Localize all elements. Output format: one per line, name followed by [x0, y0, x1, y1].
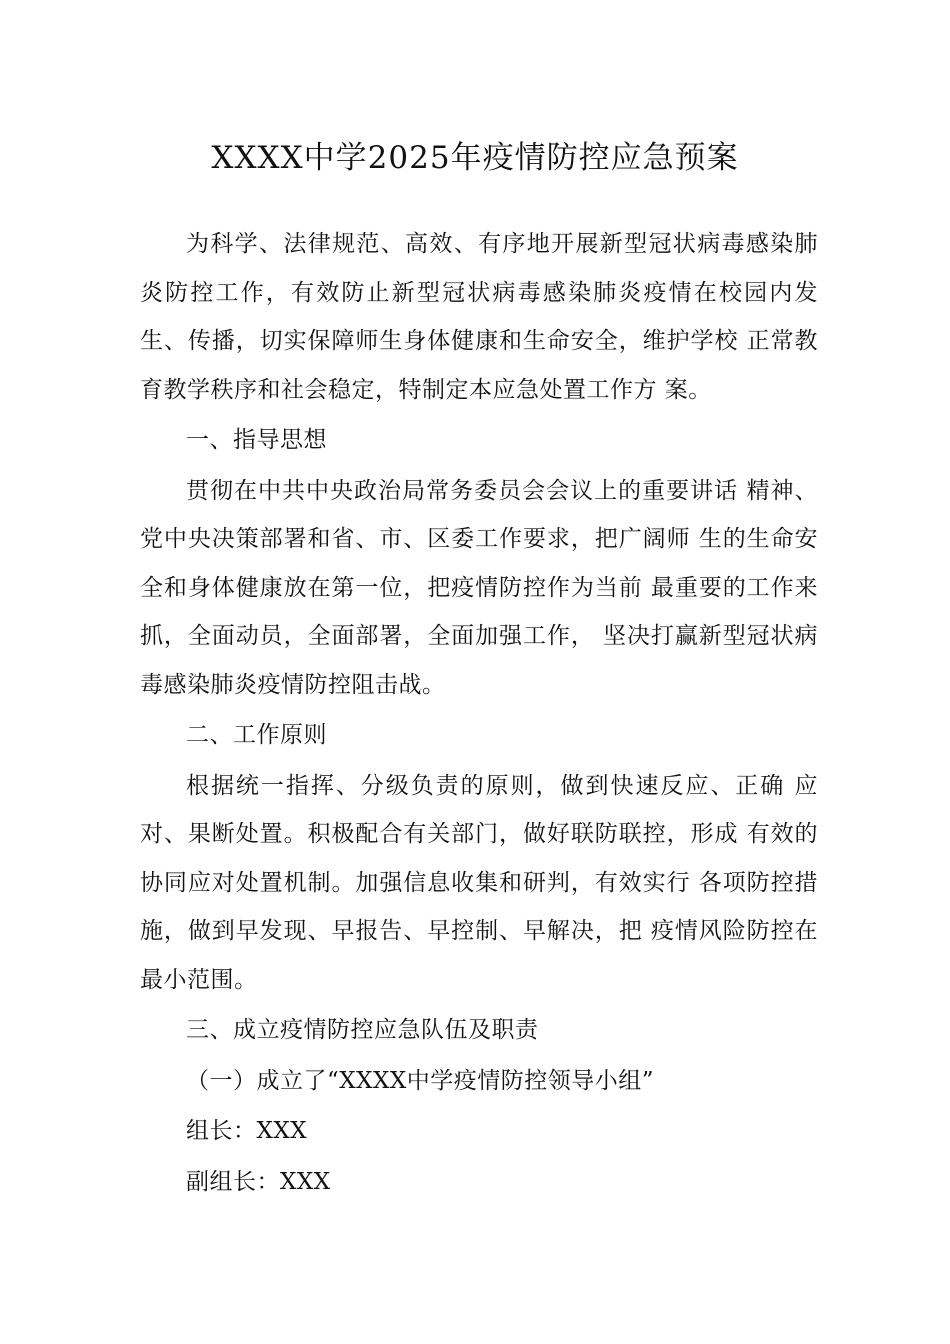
section-heading-emergency-team: 三、成立疫情防控应急队伍及职责	[186, 1017, 539, 1043]
intro-paragraph: 为科学、法律规范、高效、有序地开展新型冠状病毒感染肺 炎防控工作，有效防止新型冠状病毒感染肺炎疫情在校园内发生、传播，切实保障师生身体健康和生命安全，维护学校 正常教育教学秩序和社会稳定，特制定本应急处置工作方 案。	[140, 231, 818, 403]
document-body	[140, 220, 818, 1206]
document-title: XXXX中学2025年疫情防控应急预案	[211, 140, 739, 176]
section-heading-work-principles: 二、工作原则	[186, 722, 327, 748]
work-principles-paragraph: 根据统一指挥、分级负责的原则，做到快速反应、正确 应对、果断处置。积极配合有关部门，做好联防联控，形成 有效的协同应对处置机制。加强信息收集和研判，有效实行 各项防控措施，做到早发现、早报告、早控制、早解决，把 疫情风险防控在最小范围。	[140, 772, 818, 993]
section-heading-guiding-ideology: 一、指导思想	[186, 427, 327, 453]
team-leader-line: 组长：XXX	[186, 1118, 308, 1144]
subsection-heading-leading-group: （一）成立了“XXXX中学疫情防控领导小组”	[186, 1067, 655, 1094]
deputy-team-leader-line: 副组长：XXX	[186, 1168, 331, 1195]
guiding-ideology-paragraph: 贯彻在中共中央政治局常务委员会会议上的重要讲话 精神、党中央决策部署和省、市、区委工作要求，把广阔师 生的生命安全和身体健康放在第一位，把疫情防控作为当前 最重要的工作来抓，全面动员，全面部署，全面加强工作， 坚决打赢新型冠状病毒感染肺炎疫情防控阻击战。	[140, 477, 818, 698]
